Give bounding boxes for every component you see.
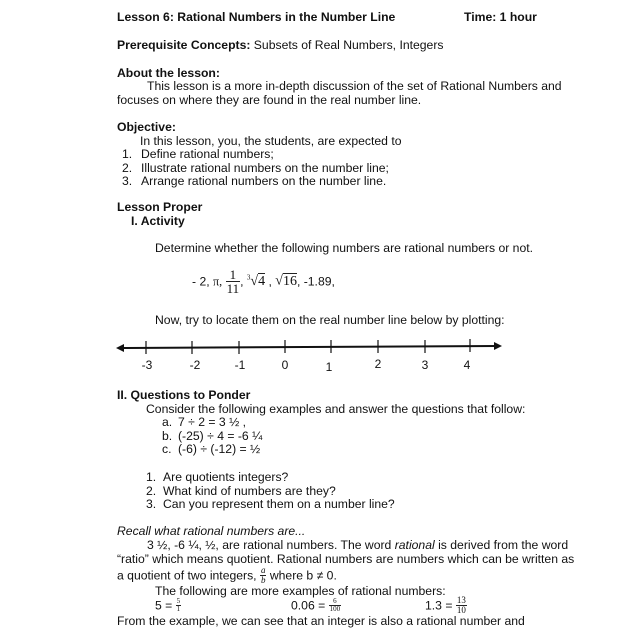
example-fraction xyxy=(456,596,467,615)
square-root-sixteen: √16 xyxy=(275,273,297,289)
tick-label: -2 xyxy=(189,358,201,372)
activity-instruction: Determine whether the following numbers are rational numbers or not. xyxy=(155,241,534,255)
fraction-denominator: b xyxy=(260,575,266,585)
objective-intro: In this lesson, you, the students, are expected to xyxy=(140,134,402,148)
lesson-proper-heading: Lesson Proper xyxy=(117,200,203,214)
example-text: (-6) ÷ (-12) = ½ xyxy=(178,442,261,456)
example-item xyxy=(162,442,260,456)
cube-root-four: $^3$√4 xyxy=(246,273,266,289)
recall-paragraph-line-2: “ratio” which means quotient. Rational numbers are numbers which can be written as xyxy=(117,552,575,566)
separator: , xyxy=(265,274,276,289)
questions-heading: II. Questions to Ponder xyxy=(117,388,251,402)
lesson-title: Lesson 6: Rational Numbers in the Number Line xyxy=(117,10,396,24)
left-arrow-icon xyxy=(116,344,124,352)
rational-example xyxy=(291,598,341,613)
fraction-numerator: 6 xyxy=(329,598,342,606)
tick-label: -1 xyxy=(234,358,246,372)
objective-heading: Objective: xyxy=(117,120,176,134)
prerequisite-value: Subsets of Real Numbers, Integers xyxy=(250,38,444,52)
example-text: (-25) ÷ 4 = -6 ¼ xyxy=(178,429,263,443)
objective-item-number: 1. xyxy=(122,147,133,161)
tick-label: 1 xyxy=(325,360,333,374)
questions-intro: Consider the following examples and answer the questions that follow: xyxy=(146,402,526,416)
square-root-radicand: 16 xyxy=(282,273,297,289)
recall-text: is derived from the word xyxy=(434,538,569,552)
cube-root-index: 3 xyxy=(246,273,251,282)
about-line-1: This lesson is a more in-depth discussion of the set of Rational Numbers and xyxy=(147,79,562,93)
example-label: b. xyxy=(162,429,173,443)
example-label: a. xyxy=(162,415,173,429)
question-text: Are quotients integers? xyxy=(163,470,289,484)
recall-paragraph-line-3 xyxy=(117,566,337,585)
number-neg-two: - 2, xyxy=(192,274,213,289)
fraction-denominator: 1 xyxy=(176,605,181,613)
recall-paragraph-line-1 xyxy=(147,538,568,552)
example-fraction xyxy=(329,598,342,613)
fraction-denominator: 100 xyxy=(329,605,341,613)
number-pi: π, xyxy=(213,274,223,289)
tick-label: 2 xyxy=(374,357,382,371)
example-lhs: 0.06 = xyxy=(291,598,329,613)
example-text: 7 ÷ 2 = 3 ½ , xyxy=(178,415,247,429)
recall-last-line: From the example, we can see that an integer is also a rational number and xyxy=(117,614,525,628)
about-line-2: focuses on where they are found in the real number line. xyxy=(117,93,422,107)
example-lhs: 5 = xyxy=(155,598,176,613)
question-number: 2. xyxy=(146,484,157,498)
rational-example xyxy=(155,598,181,613)
objective-item-number: 2. xyxy=(122,161,133,175)
rational-italic: rational xyxy=(394,538,435,552)
number-neg-1-89: , -1.89, xyxy=(296,274,335,289)
rational-example xyxy=(425,596,467,615)
cube-root-radicand: 4 xyxy=(258,273,266,289)
question-text: What kind of numbers are they? xyxy=(163,484,336,498)
tick-label: 3 xyxy=(421,358,429,372)
example-item xyxy=(162,429,262,443)
objective-item-text: Define rational numbers; xyxy=(141,147,274,161)
objective-item-text: Arrange rational numbers on the number line. xyxy=(141,174,387,188)
right-arrow-icon xyxy=(494,342,502,350)
fraction-denominator: 10 xyxy=(456,605,466,615)
examples-intro: The following are more examples of rational numbers: xyxy=(155,584,446,598)
fraction-numerator: 1 xyxy=(226,268,241,282)
prerequisite-label: Prerequisite Concepts: xyxy=(117,38,251,52)
separator: , xyxy=(240,274,247,289)
question-number: 1. xyxy=(146,470,157,484)
plot-instruction: Now, try to locate them on the real number line below by plotting: xyxy=(155,313,505,327)
objective-item-number: 3. xyxy=(122,174,133,188)
tick-label: 4 xyxy=(463,358,471,372)
question-item xyxy=(146,497,395,511)
question-item xyxy=(146,484,336,498)
tick-label: 0 xyxy=(281,358,289,372)
objective-item-text: Illustrate rational numbers on the number line; xyxy=(141,161,389,175)
recall-text: 3 ½, -6 ¼, ½, are rational numbers. The word xyxy=(147,538,395,552)
tick-label: -3 xyxy=(141,358,153,372)
recall-text: a quotient of two integers, xyxy=(117,568,260,583)
example-item xyxy=(162,415,246,429)
fraction-numerator: 5 xyxy=(176,597,181,605)
example-lhs: 1.3 = xyxy=(425,598,456,613)
question-text: Can you represent them on a number line? xyxy=(163,497,395,511)
recall-text: where b ≠ 0. xyxy=(266,568,337,583)
fraction-denominator: 11 xyxy=(226,281,240,296)
example-fraction xyxy=(176,598,182,613)
lesson-time: Time: 1 hour xyxy=(464,10,537,24)
activity-heading: I. Activity xyxy=(131,214,185,228)
question-number: 3. xyxy=(146,497,157,511)
fraction-numerator: 13 xyxy=(456,595,466,605)
question-item xyxy=(146,470,288,484)
fraction-numerator: a xyxy=(260,565,266,575)
recall-heading: Recall what rational numbers are... xyxy=(117,524,306,538)
example-label: c. xyxy=(162,442,172,456)
about-heading: About the lesson: xyxy=(117,66,220,80)
